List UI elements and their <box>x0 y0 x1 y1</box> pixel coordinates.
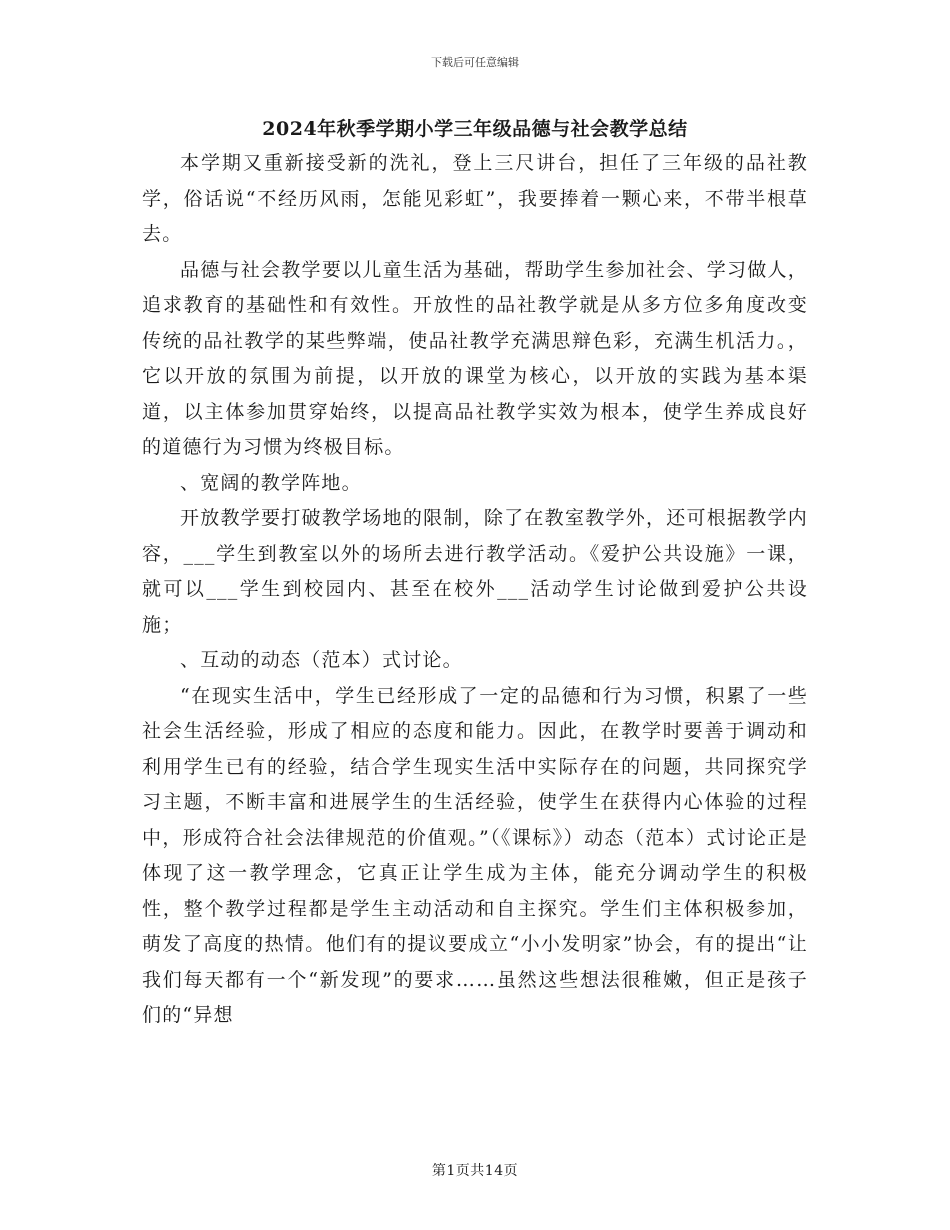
paragraph-heading-teaching-ground: 、宽阔的教学阵地。 <box>180 471 362 494</box>
document-title: 2024年秋季学期小学三年级品德与社会教学总结 <box>262 118 688 140</box>
page-footer: 第1页共14页 <box>431 1163 519 1179</box>
paragraph-teaching-basis: 品德与社会教学要以儿童生活为基础，帮助学生参加社会、学习做人，追求教育的基础性和有效性。开放性的品社教学就是从多方位多角度改变传统的品社教学的某些弊端，使品社教学充满思辩色彩，充满生机活力。，它以开放的氛围为前提，以开放的课堂为核心，以开放的实践为基本渠道，以主体参加贯穿始终，以提高品社教学实效为根本，使学生养成良好的道德行为习惯为终极目标。 <box>142 258 808 458</box>
header-note: 下载后可任意编辑 <box>431 56 519 69</box>
paragraph-open-teaching: 开放教学要打破教学场地的限制，除了在教室教学外，还可根据教学内容，___学生到教室以外的场所去进行教学活动。《爱护公共设施》一课，就可以___学生到校园内、甚至在校外___活动学生讨论做到爱护公共设施； <box>142 507 808 636</box>
document-body <box>142 146 808 1034</box>
paragraph-intro: 本学期又重新接受新的洗礼，登上三尺讲台，担任了三年级的品社教学，俗话说“不经历风雨，怎能见彩虹”，我要捧着一颗心来，不带半根草去。 <box>142 152 808 245</box>
paragraph-heading-interactive-discussion: 、互动的动态（范本）式讨论。 <box>180 649 463 671</box>
paragraph-curriculum-quote: “在现实生活中，学生已经形成了一定的品德和行为习惯，积累了一些社会生活经验，形成了相应的态度和能力。因此，在教学时要善于调动和利用学生已有的经验，结合学生现实生活中实际存在的问题，共同探究学习主题，不断丰富和进展学生的生活经验，使学生在获得内心体验的过程中，形成符合社会法律规范的价值观。”（《课标》）动态（范本）式讨论正是体现了这一教学理念，它真正让学生成为主体，能充分调动学生的积极性，整个教学过程都是学生主动活动和自主探究。学生们主体积极参加，萌发了高度的热情。他们有的提议要成立“小小发明家”协会，有的提出“让我们每天都有一个“新发现”的要求……虽然这些想法很稚嫩，但正是孩子们的“异想 <box>142 684 808 1026</box>
